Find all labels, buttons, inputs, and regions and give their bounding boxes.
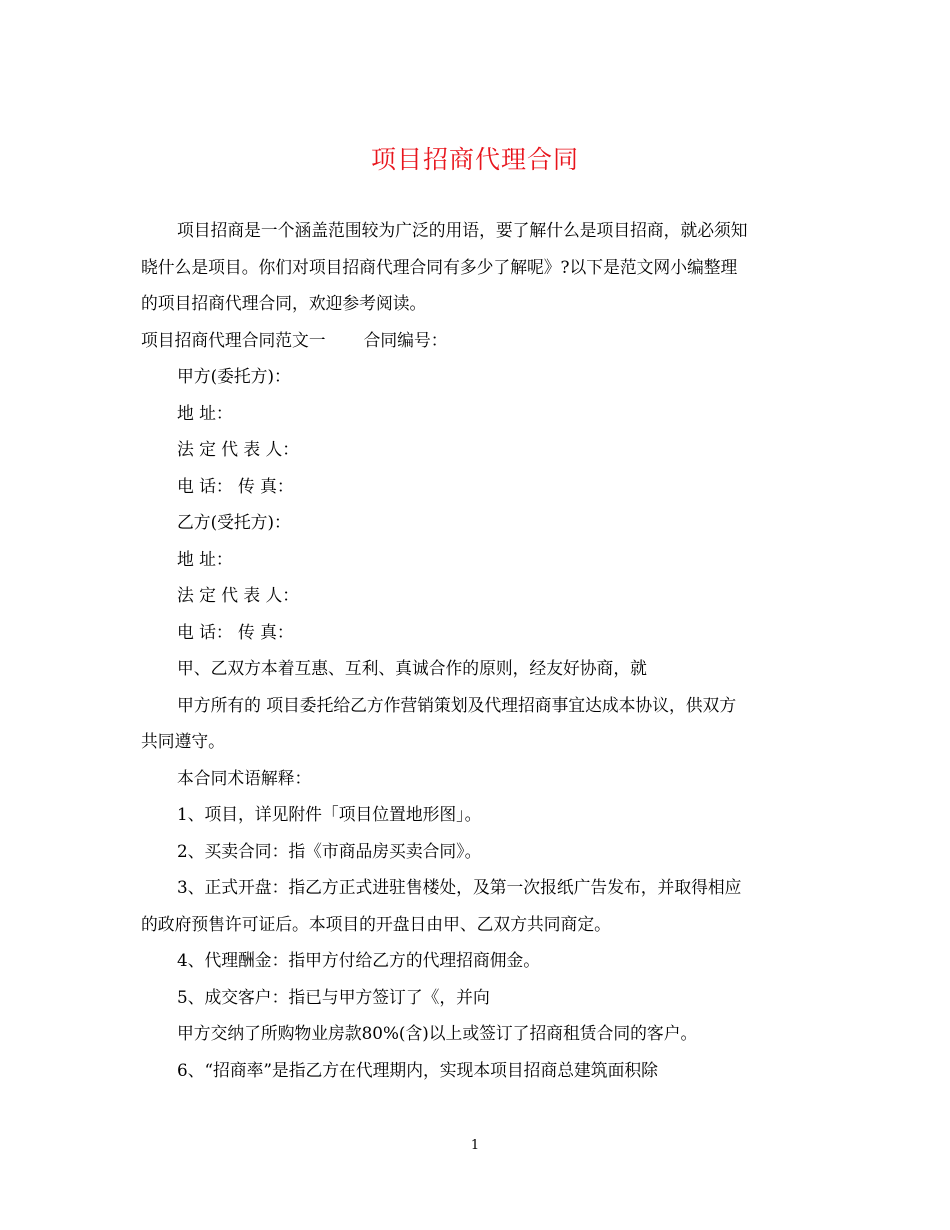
- party-b-label: 乙方(受托方)：: [177, 512, 291, 532]
- intro-line-2: 晓什么是项目。你们对项目招商代理合同有多少了解呢》?以下是范文网小编整理: [141, 256, 738, 277]
- sample-heading: 项目招商代理合同范文一: [141, 329, 326, 350]
- intro-line-3: 的项目招商代理合同，欢迎参考阅读。: [141, 293, 427, 313]
- agreement-line-3: 共同遵守。: [141, 731, 225, 751]
- document-title: 项目招商代理合同: [370, 145, 579, 174]
- agreement-line-1: 甲、乙双方本着互惠、互利、真诚合作的原则，经友好协商，就: [177, 658, 647, 678]
- term-1: 1、项目，详见附件「项目位置地形图」。: [177, 804, 482, 824]
- page-number: 1: [470, 1138, 480, 1153]
- contract-number-label: 合同编号：: [363, 329, 448, 350]
- sample-heading-line: [141, 322, 831, 359]
- term-4: 4、代理酬金：指甲方付给乙方的代理招商佣金。: [177, 950, 541, 970]
- party-a-phone-fax: 电 话： 传 真：: [177, 475, 294, 496]
- party-a-label: 甲方(委托方)：: [177, 366, 291, 386]
- party-a-address: 地 址：: [177, 402, 233, 423]
- term-3-line-1: 3、正式开盘：指乙方正式进驻售楼处，及第一次报纸广告发布，并取得相应: [177, 877, 742, 897]
- term-6: 6、“招商率”是指乙方在代理期内，实现本项目招商总建筑面积除: [177, 1059, 658, 1080]
- party-a-representative: 法 定 代 表 人：: [177, 439, 300, 459]
- party-b-representative: 法 定 代 表 人：: [177, 585, 300, 605]
- term-2: 2、买卖合同：指《市商品房买卖合同》。: [177, 840, 482, 861]
- party-b-phone-fax: 电 话： 传 真：: [177, 621, 294, 642]
- terms-heading: 本合同术语解释：: [177, 767, 312, 788]
- intro-line-1: 项目招商是一个涵盖范围较为广泛的用语，要了解什么是项目招商，就必须知: [177, 220, 748, 240]
- term-5-line-1: 5、成交客户：指已与甲方签订了《，并向: [177, 986, 490, 1007]
- party-b-address: 地 址：: [177, 548, 233, 569]
- term-3-line-2: 的政府预售许可证后。本项目的开盘日由甲、乙双方共同商定。: [141, 913, 611, 934]
- agreement-line-2: 甲方所有的 项目委托给乙方作营销策划及代理招商事宜达成本协议，供双方: [177, 694, 737, 715]
- document-body: [141, 212, 831, 1088]
- term-5-line-2: 甲方交纳了所购物业房款80%(含)以上或签订了招商租赁合同的客户。: [177, 1023, 698, 1043]
